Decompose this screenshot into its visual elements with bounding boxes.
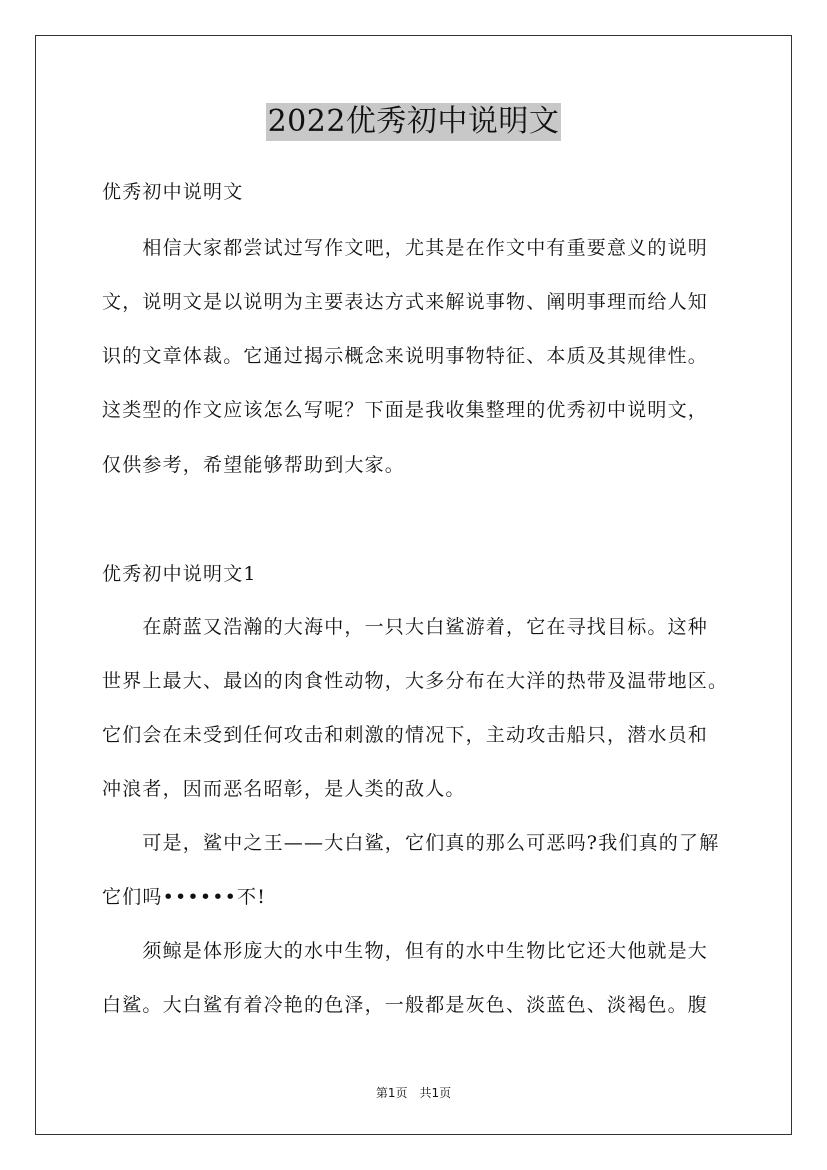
section-heading-1: 优秀初中说明文1	[102, 563, 257, 585]
text-line: 它们会在未受到任何攻击和刺激的情况下，主动攻击船只，潜水员和	[102, 724, 709, 746]
text-line: 这类型的作文应该怎么写呢？下面是我收集整理的优秀初中说明文，	[102, 399, 709, 421]
text-line: 相信大家都尝试过写作文吧，尤其是在作文中有重要意义的说明	[102, 237, 709, 259]
text-line: 识的文章体裁。它通过揭示概念来说明事物特征、本质及其规律性。	[102, 345, 709, 367]
title-container	[0, 103, 827, 141]
text-line: 冲浪者，因而恶名昭彰，是人类的敌人。	[102, 778, 466, 800]
page-number: 第1页 共1页	[375, 1086, 452, 1100]
page-footer	[0, 1084, 827, 1101]
text-line: 须鲸是体形庞大的水中生物，但有的水中生物比它还大他就是大	[102, 940, 709, 962]
text-line: 在蔚蓝又浩瀚的大海中，一只大白鲨游着，它在寻找目标。这种	[102, 616, 709, 638]
text-line: 白鲨。大白鲨有着冷艳的色泽，一般都是灰色、淡蓝色、淡褐色。腹	[102, 994, 709, 1016]
section-heading-intro: 优秀初中说明文	[102, 181, 244, 203]
text-line: 它们吗••••••不!	[102, 886, 267, 908]
text-line: 文，说明文是以说明为主要表达方式来解说事物、阐明事理而给人知	[102, 291, 709, 313]
text-line: 可是，鲨中之王——大白鲨，它们真的那么可恶吗?我们真的了解	[102, 832, 720, 854]
text-line: 世界上最大、最凶的肉食性动物，大多分布在大洋的热带及温带地区。	[102, 670, 729, 692]
text-line: 仅供参考，希望能够帮助到大家。	[102, 454, 406, 476]
document-title: 2022优秀初中说明文	[267, 104, 560, 139]
